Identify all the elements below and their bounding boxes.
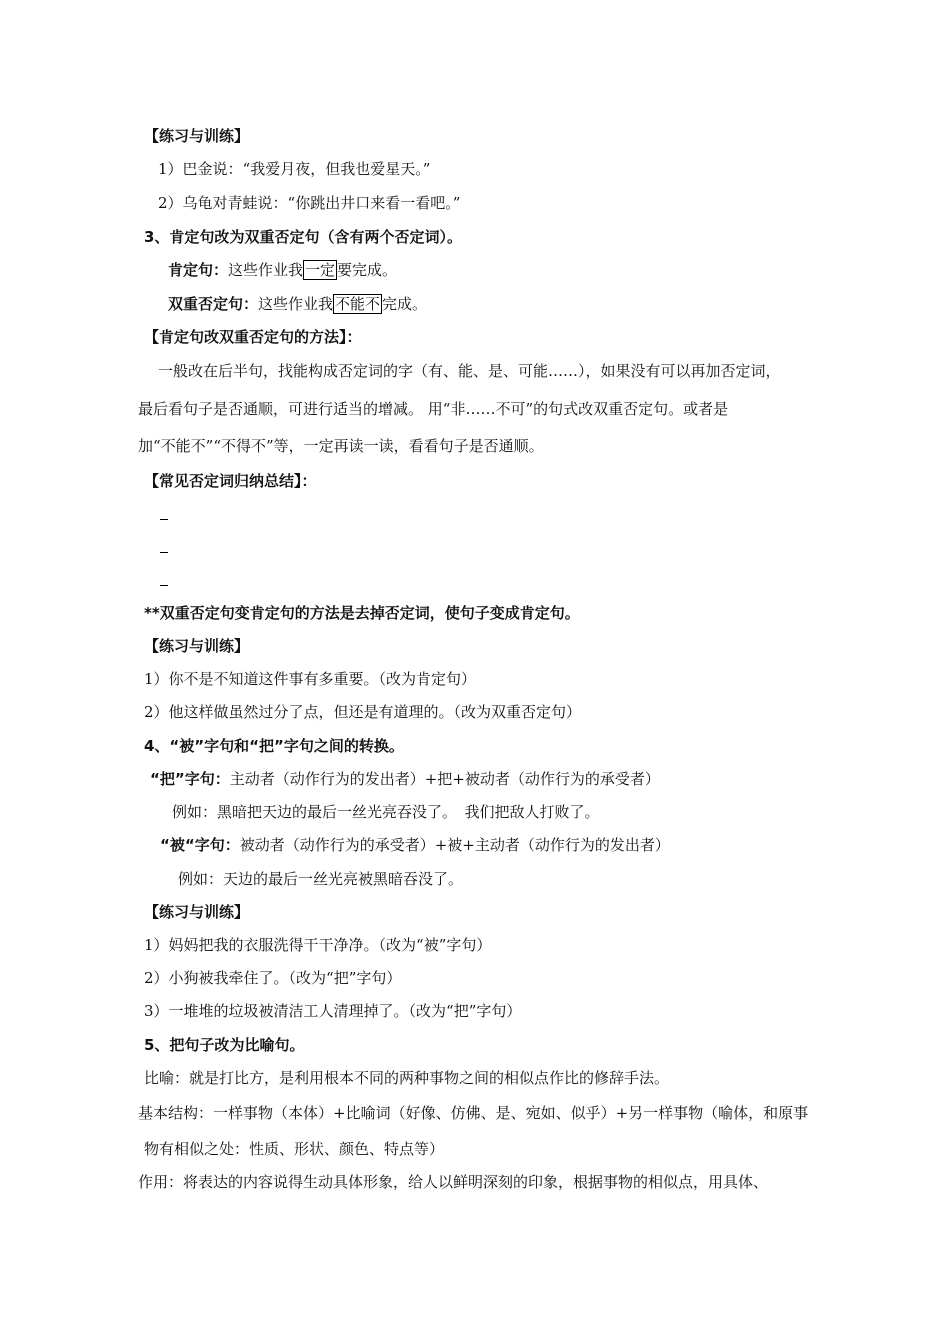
method-line-1: 一般改在后半句，找能构成否定词的字（有、能、是、可能……），如果没有可以再加否定词，	[158, 362, 781, 380]
metaphor-structure-line-1: 基本结构：一样事物（本体）+比喻词（好像、仿佛、是、宛如、似乎）+另一样事物（喻体，和原事	[138, 1104, 809, 1122]
double-negative-label: 双重否定句：	[168, 295, 259, 313]
blank-dash-2	[160, 552, 168, 553]
practice-heading-2: 【练习与训练】	[144, 637, 250, 655]
affirmative-pre: 这些作业我	[228, 261, 304, 279]
method-heading: 【肯定句改双重否定句的方法】：	[144, 328, 362, 346]
section-3-title: 3、肯定句改为双重否定句（含有两个否定词）。	[144, 228, 462, 246]
affirmative-label: 肯定句：	[168, 261, 229, 279]
double-negative-post: 完成。	[382, 295, 428, 313]
practice-heading-3: 【练习与训练】	[144, 903, 250, 921]
ba-sentence-structure: 主动者（动作行为的发出者）+把+被动者（动作行为的承受者）	[229, 770, 660, 788]
practice-item-1: 1）巴金说：“我爱月夜，但我也爱星天。”	[158, 160, 431, 178]
double-negative-pre: 这些作业我	[258, 295, 334, 313]
blank-dash-3	[160, 585, 168, 586]
summary-heading: 【常见否定词归纳总结】：	[144, 472, 317, 490]
bei-sentence-structure: 被动者（动作行为的承受者）+被+主动者（动作行为的发出者）	[239, 836, 670, 854]
method-line-3: 加“不能不”“不得不”等，一定再读一读，看看句子是否通顺。	[138, 437, 544, 455]
section-5-title: 5、把句子改为比喻句。	[144, 1036, 305, 1054]
conversion-note: **双重否定句变肯定句的方法是去掉否定词，使句子变成肯定句。	[144, 604, 580, 622]
practice-item-7: 3）一堆堆的垃圾被清洁工人清理掉了。（改为“把”字句）	[144, 1002, 522, 1020]
affirmative-example	[168, 260, 397, 280]
method-line-2: 最后看句子是否通顺，可进行适当的增减。 用“非……不可”的句式改双重否定句。或者是	[138, 400, 729, 418]
section-4-title: 4、“被”字句和“把”字句之间的转换。	[144, 737, 404, 755]
bei-sentence-example: 例如：天边的最后一丝光亮被黑暗吞没了。	[178, 870, 464, 888]
double-negative-boxed-word: 不能不	[335, 295, 381, 313]
practice-heading-1: 【练习与训练】	[144, 127, 250, 145]
ba-sentence-label: “把”字句：	[150, 770, 230, 788]
double-negative-example	[168, 294, 427, 314]
practice-item-5: 1）妈妈把我的衣服洗得干干净净。（改为“被”字句）	[144, 936, 492, 954]
blank-dash-1	[160, 519, 168, 520]
affirmative-post: 要完成。	[337, 261, 398, 279]
practice-item-4: 2）他这样做虽然过分了点，但还是有道理的。（改为双重否定句）	[144, 703, 582, 721]
practice-item-6: 2）小狗被我牵住了。（改为“把”字句）	[144, 969, 402, 987]
bei-sentence-label: “被“字句：	[160, 836, 240, 854]
practice-item-3: 1）你不是不知道这件事有多重要。（改为肯定句）	[144, 670, 477, 688]
ba-sentence-example: 例如：黑暗把天边的最后一丝光亮吞没了。 我们把敌人打败了。	[172, 803, 600, 821]
practice-item-2: 2）乌龟对青蛙说：“你跳出井口来看一看吧。”	[158, 194, 461, 212]
bei-sentence-rule	[160, 835, 670, 855]
metaphor-definition: 比喻：就是打比方，是利用根本不同的两种事物之间的相似点作比的修辞手法。	[144, 1069, 670, 1087]
affirmative-boxed-word: 一定	[305, 261, 336, 279]
metaphor-structure-line-2: 物有相似之处：性质、形状、颜色、特点等）	[144, 1140, 445, 1158]
ba-sentence-rule	[150, 769, 660, 789]
metaphor-function: 作用：将表达的内容说得生动具体形象，给人以鲜明深刻的印象，根据事物的相似点，用具体、	[138, 1173, 769, 1191]
